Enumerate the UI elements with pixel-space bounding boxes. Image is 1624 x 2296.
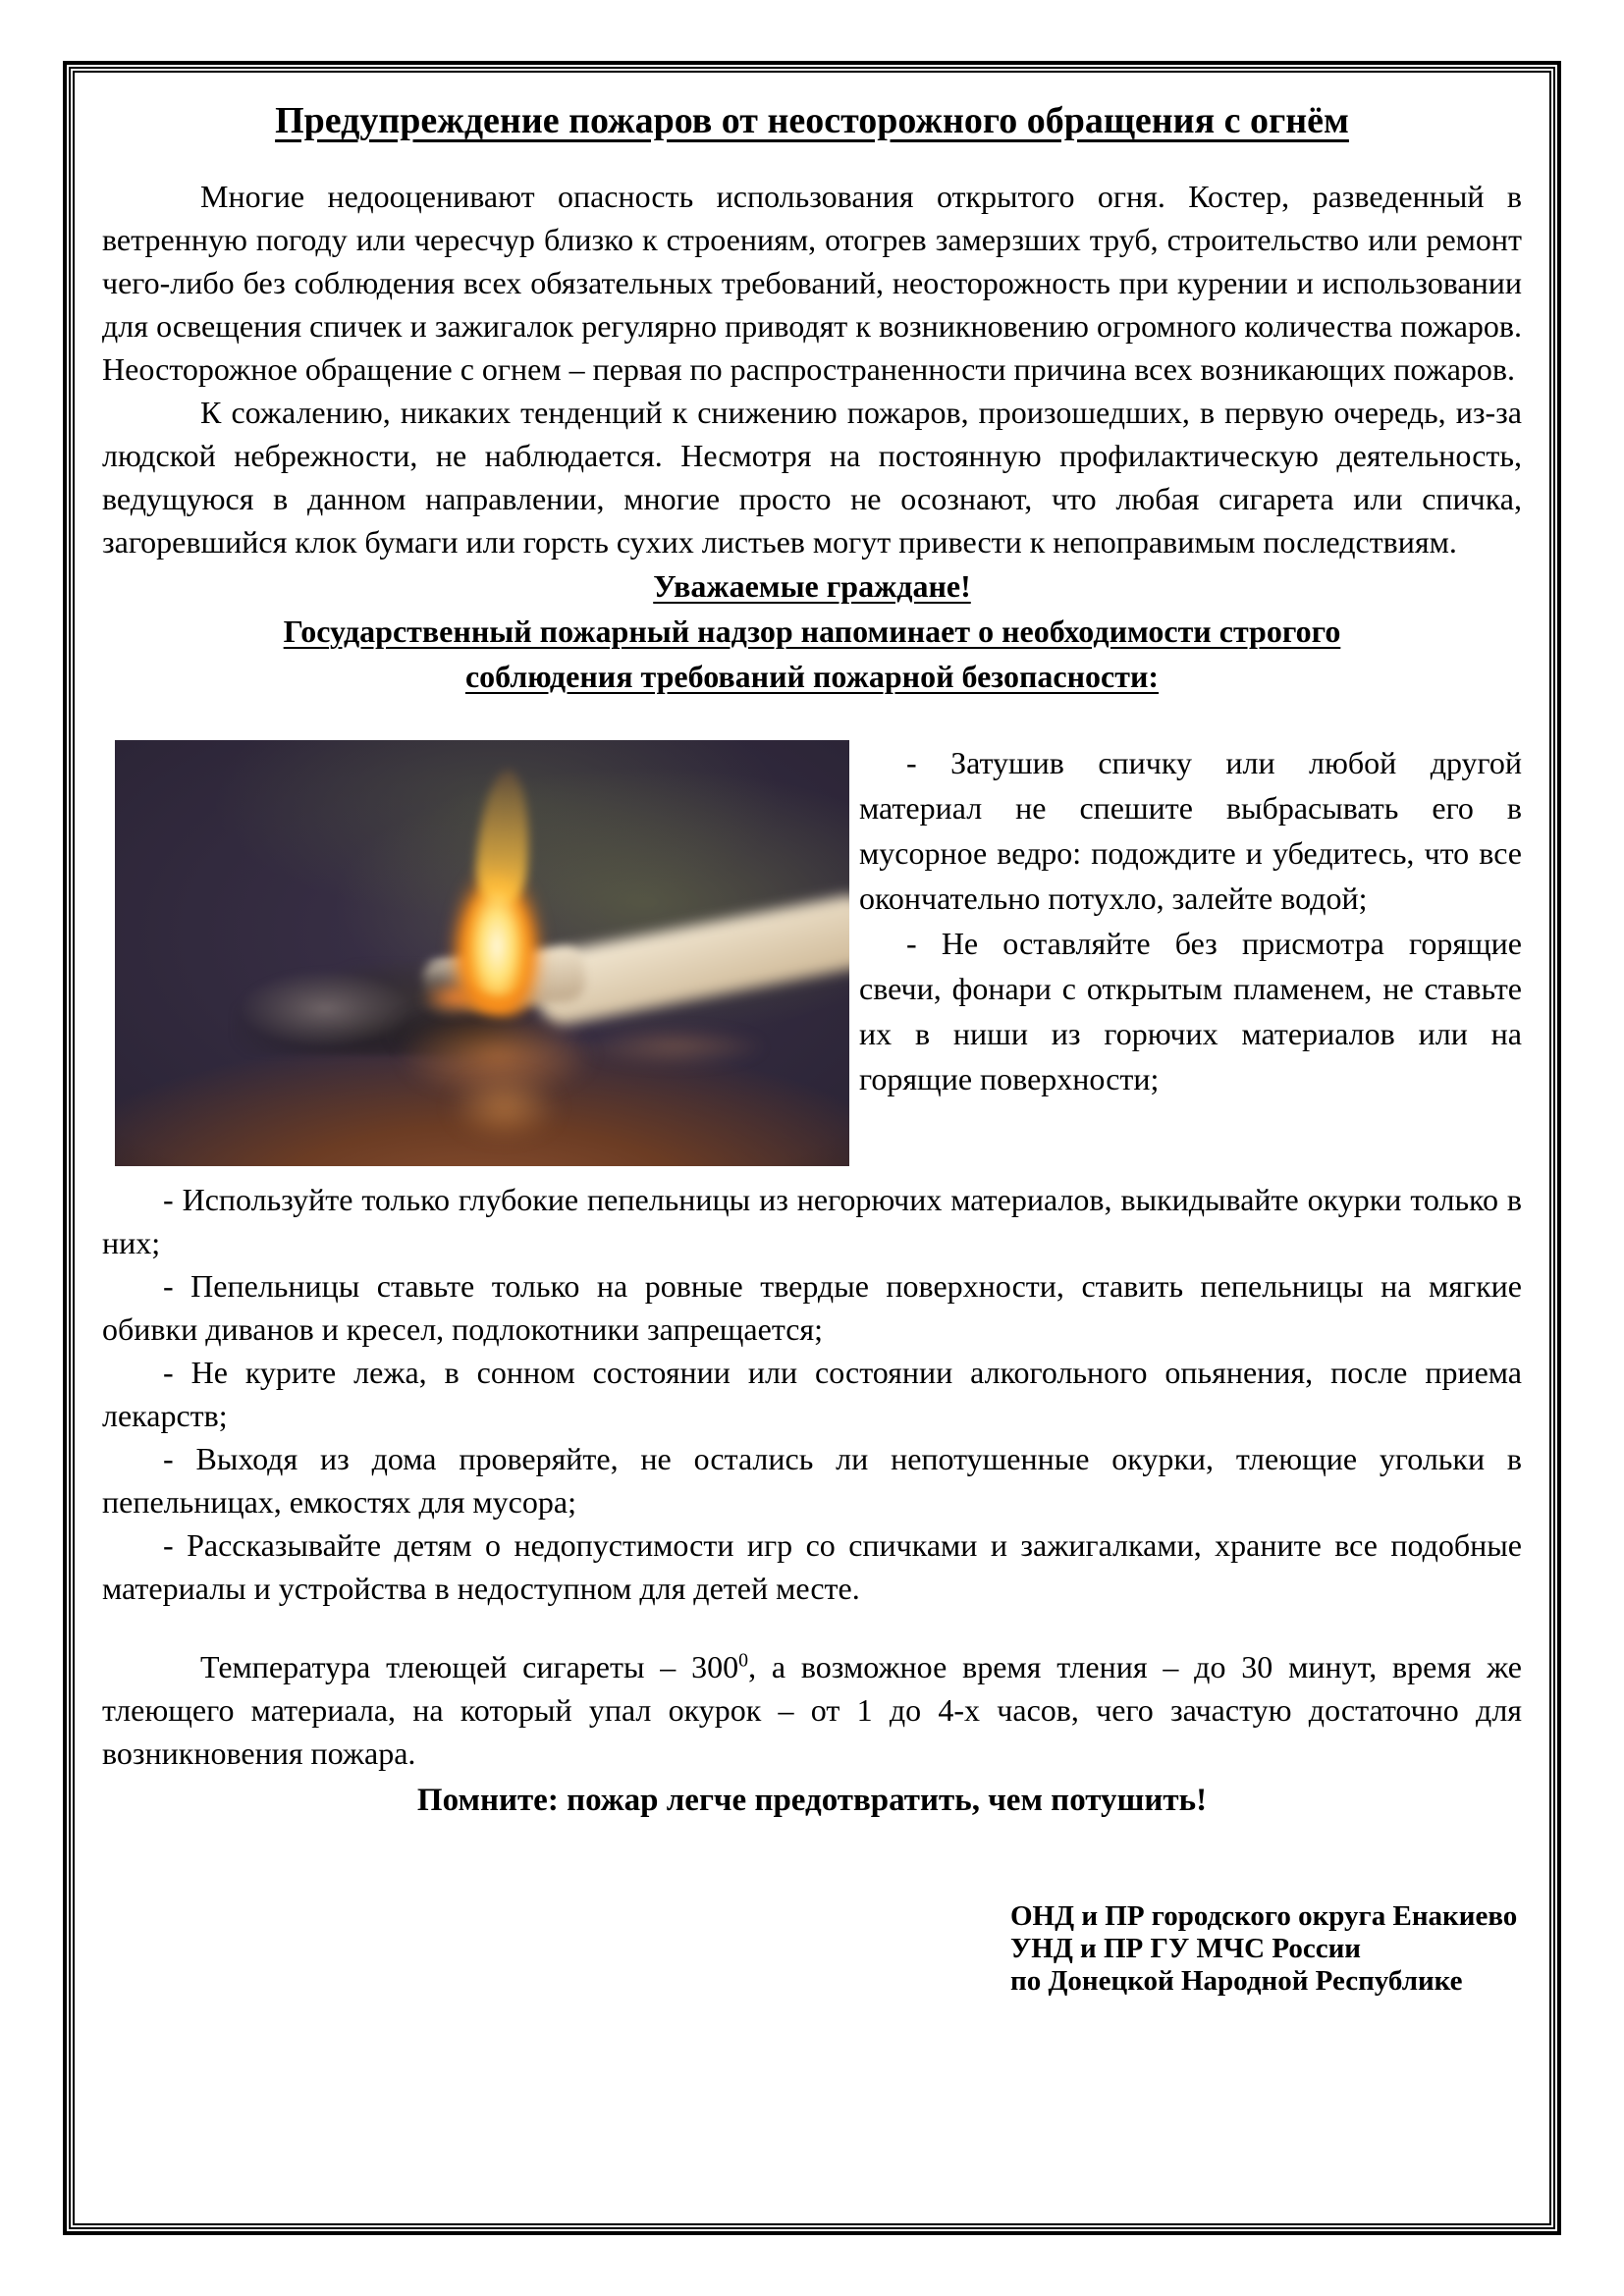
bullet-extinguish-match: - Затушив спичку или любой другой материал не спешите выбрасывать его в мусорное ведро: подождите и убедитесь, что все окончательно потухло, залейте водой; [859,745,1522,916]
photo-and-rules-section [102,740,1522,1166]
bullet-no-smoking-lying: - Не курите лежа, в сонном состоянии или состоянии алкогольного опьянения, после приема лекарств; [102,1355,1522,1433]
temperature-text-before: Температура тлеющей сигареты – 300 [200,1649,739,1684]
burning-cigarette-photo [115,740,849,1166]
page-title-text: Предупреждение пожаров от неосторожного обращения с огнём [275,100,1349,141]
signature-line-1: ОНД и ПР городского округа Енакиево [1010,1900,1518,1932]
bullet-ashtray-surfaces: - Пепельницы ставьте только на ровные твердые поверхности, ставить пепельницы на мягкие обивки диванов и кресел, подлокотники запрещается; [102,1268,1522,1347]
rules-beside-photo [859,740,1522,1101]
heading-fire-supervision-line1: Государственный пожарный надзор напоминает о необходимости строгого [283,614,1341,649]
signature-line-3: по Донецкой Народной Республике [1010,1965,1463,1997]
bullet-children-matches: - Рассказывайте детям о недопустимости игр со спичками и зажигалками, храните все подобные материалы и устройства в недоступном для детей месте. [102,1527,1522,1606]
page-border-outer [63,61,1561,2235]
bullet-deep-ashtrays: - Используйте только глубокие пепельницы из негорючих материалов, выкидывайте окурки только в них; [102,1182,1522,1260]
rules-full-width [102,1178,1522,1610]
page-border-inner [73,71,1551,2225]
paragraph-open-fire-danger: Многие недооценивают опасность использования открытого огня. Костер, разведенный в ветренную погоду или чересчур близко к строениям, отогрев замерзших труб, строительство или ремонт чего-либо без соблюдения всех обязательных требований, неосторожность при курении и использовании для освещения спичек и зажигалок регулярно приводят к возникновению огромного количества пожаров. Неосторожное обращение с огнем – первая по распространенности причина всех возникающих пожаров. [102,179,1522,387]
temperature-text-after: , а возможное время тления – до 30 минут, время же тлеющего материала, на который упал окурок – от 1 до 4-х часов, чего зачастую достаточно для возникновения пожара. [102,1649,1523,1771]
paragraph-no-decline-trend: К сожалению, никаких тенденций к снижению пожаров, произошедших, в первую очередь, из-за людской небрежности, не наблюдается. Несмотря на постоянную профилактическую деятельность, ведущуюся в данном направлении, многие просто не осознают, что любая сигарета или спичка, загоревшийся клок бумаги или горсть сухих листьев могут привести к непоправимым последствиям. [102,395,1522,560]
photo-vignette [115,740,849,1166]
signature-line-2: УНД и ПР ГУ МЧС России [1010,1933,1362,1964]
page-title [102,96,1522,145]
final-slogan: Помните: пожар легче предотвратить, чем потушить! [416,1783,1208,1818]
heading-fire-supervision-line2: соблюдения требований пожарной безопасности: [464,659,1160,694]
heading-dear-citizens: Уважаемые граждане! [653,568,971,604]
paragraph-cigarette-temperature [102,1645,1522,1775]
temperature-superscript: 0 [738,1649,749,1672]
bullet-check-before-leaving: - Выходя из дома проверяйте, не остались ли непотушенные окурки, тлеющие угольки в пепельницах, емкостях для мусора; [102,1441,1522,1520]
bullet-unattended-candles: - Не оставляйте без присмотра горящие свечи, фонари с открытым пламенем, не ставьте их в ниши из горючих материалов или на горящие поверхности; [859,926,1522,1096]
page-border-middle [69,67,1555,2229]
signature-block [1010,1900,1522,1998]
